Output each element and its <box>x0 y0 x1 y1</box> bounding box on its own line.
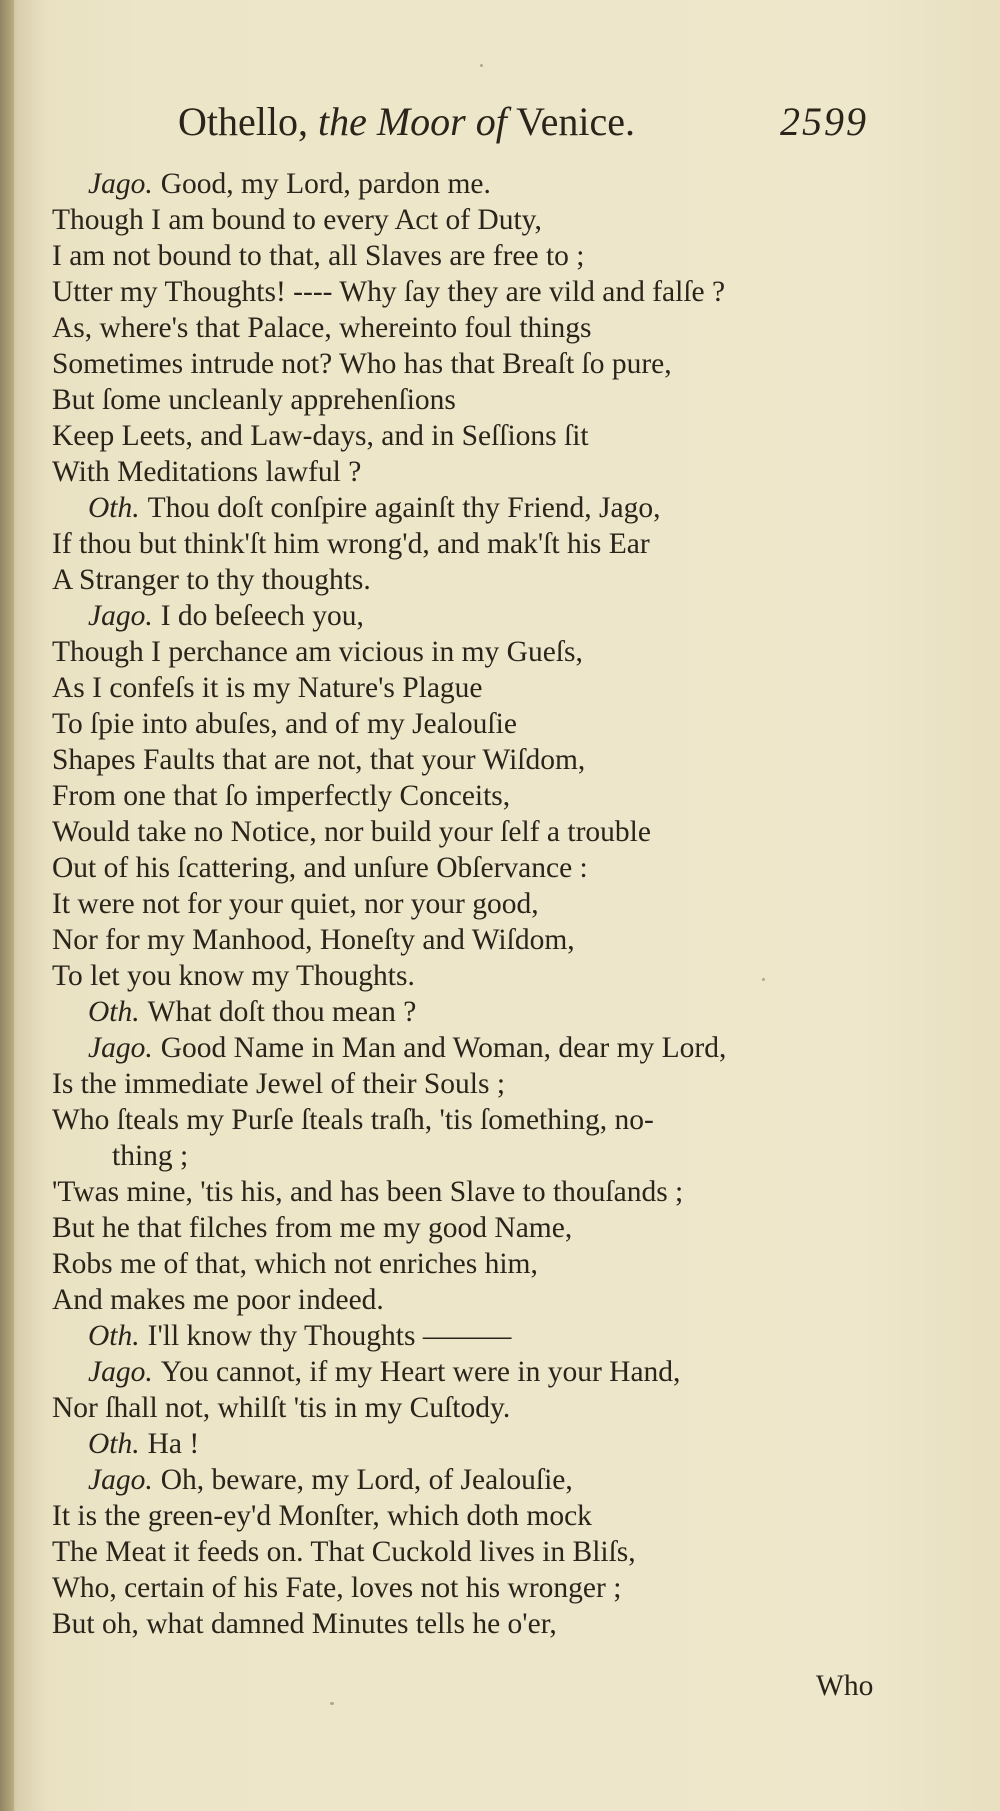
line-text: With Meditations lawful ? <box>52 456 362 488</box>
line-text: thing ; <box>112 1140 189 1172</box>
verse-line <box>52 958 912 994</box>
verse-line <box>52 202 912 238</box>
line-text: Out of his ſcattering, and unſure Obſervance : <box>52 852 588 884</box>
speaker-name: Oth. <box>88 492 140 524</box>
line-text: I do beſeech you, <box>160 600 364 632</box>
catchword: Who <box>816 1670 874 1702</box>
line-text: Oh, beware, my Lord, of Jealouſie, <box>160 1464 573 1496</box>
line-text: Nor ſhall not, whilſt 'tis in my Cuſtody. <box>52 1392 511 1424</box>
verse-line <box>52 526 912 562</box>
line-text: Sometimes intrude not? Who has that Breaſt ſo pure, <box>52 348 672 380</box>
speaker-name: Oth. <box>88 1320 140 1352</box>
verse-line <box>52 706 912 742</box>
verse-line <box>52 454 912 490</box>
verse-line <box>52 346 912 382</box>
line-text: Shapes Faults that are not, that your Wiſdom, <box>52 744 586 776</box>
line-text: And makes me poor indeed. <box>52 1284 384 1316</box>
speaker-name: Oth. <box>88 1428 140 1460</box>
page-number: 2599 <box>780 99 868 144</box>
speech-line <box>52 1462 912 1498</box>
running-header <box>178 92 898 152</box>
paper-speck <box>330 1702 334 1705</box>
line-text: A Stranger to thy thoughts. <box>52 564 371 596</box>
speech-line <box>52 994 912 1030</box>
line-text: What doſt thou mean ? <box>147 996 417 1028</box>
line-text: It is the green-ey'd Monſter, which doth mock <box>52 1500 592 1532</box>
line-text: Ha ! <box>147 1428 200 1460</box>
line-text: Though I perchance am vicious in my Gueſs, <box>52 636 583 668</box>
line-text: But ſome uncleanly apprehenſions <box>52 384 456 416</box>
line-text: The Meat it feeds on. That Cuckold lives in Bliſs, <box>52 1536 636 1568</box>
line-text: You cannot, if my Heart were in your Hand, <box>160 1356 681 1388</box>
verse-line <box>52 1066 912 1102</box>
line-text: Though I am bound to every Aᴄt of Duty, <box>52 204 542 236</box>
verse-line <box>52 562 912 598</box>
line-text: Utter my Thoughts! ---- Why ſay they are vild and falſe ? <box>52 276 726 308</box>
verse-line <box>52 634 912 670</box>
speaker-name: Jago. <box>88 168 153 200</box>
verse-line <box>52 1174 912 1210</box>
line-text: If thou but think'ſt him wrong'd, and mak'ſt his Ear <box>52 528 650 560</box>
verse-line <box>52 670 912 706</box>
line-text: From one that ſo imperfeᴄtly Conceits, <box>52 780 511 812</box>
verse-line <box>52 238 912 274</box>
header-title-moor: the Moor of <box>317 99 507 144</box>
verse-line <box>52 886 912 922</box>
verse-line <box>52 1246 912 1282</box>
verse-line <box>52 814 912 850</box>
speaker-name: Jago. <box>88 600 153 632</box>
line-text: Keep Leets, and Law-days, and in Seſſions ſit <box>52 420 589 452</box>
line-text: I am not bound to that, all Slaves are free to ; <box>52 240 585 272</box>
speech-line <box>52 1318 912 1354</box>
line-text: As I confeſs it is my Nature's Plague <box>52 672 483 704</box>
speech-line <box>52 490 912 526</box>
page-spine-shadow <box>0 0 14 1811</box>
paper-speck <box>480 64 483 67</box>
header-title-venice: Venice. <box>516 99 635 144</box>
speech-line <box>52 1426 912 1462</box>
speaker-name: Jago. <box>88 1464 153 1496</box>
verse-line <box>52 1102 912 1138</box>
speaker-name: Jago. <box>88 1032 153 1064</box>
line-text: Good, my Lord, pardon me. <box>160 168 491 200</box>
line-text: Thou doſt conſpire againſt thy Friend, Jago, <box>147 492 661 524</box>
line-text: Is the immediate Jewel of their Souls ; <box>52 1068 506 1100</box>
verse-line <box>52 1138 912 1174</box>
verse-line <box>52 1390 912 1426</box>
speech-line <box>52 598 912 634</box>
line-text: I'll know thy Thoughts ——— <box>147 1320 512 1352</box>
speaker-name: Oth. <box>88 996 140 1028</box>
line-text: Good Name in Man and Woman, dear my Lord, <box>160 1032 727 1064</box>
line-text: But oh, what damned Minutes tells he o'er, <box>52 1608 557 1640</box>
verse-line <box>52 1570 912 1606</box>
header-title-othello: Othello, <box>178 99 308 144</box>
line-text: But he that filches from me my good Name, <box>52 1212 573 1244</box>
paper-speck <box>762 978 765 981</box>
speech-line <box>52 1354 912 1390</box>
verse-line <box>52 778 912 814</box>
line-text: 'Twas mine, 'tis his, and has been Slave to thouſands ; <box>52 1176 684 1208</box>
line-text: Would take no Notice, nor build your ſelf a trouble <box>52 816 651 848</box>
speech-line <box>52 1030 912 1066</box>
verse-line <box>52 1534 912 1570</box>
line-text: It were not for your quiet, nor your good, <box>52 888 539 920</box>
line-text: To let you know my Thoughts. <box>52 960 415 992</box>
line-text: Who, certain of his Fate, loves not his wronger ; <box>52 1572 622 1604</box>
verse-line <box>52 1606 912 1642</box>
verse-line <box>52 274 912 310</box>
speaker-name: Jago. <box>88 1356 153 1388</box>
line-text: To ſpie into abuſes, and of my Jealouſie <box>52 708 517 740</box>
line-text: As, where's that Palace, whereinto foul things <box>52 312 592 344</box>
verse-line <box>52 850 912 886</box>
verse-line <box>52 310 912 346</box>
verse-line <box>52 742 912 778</box>
verse-line <box>52 1210 912 1246</box>
verse-line <box>52 922 912 958</box>
line-text: Nor for my Manhood, Honeſty and Wiſdom, <box>52 924 575 956</box>
verse-line <box>52 1282 912 1318</box>
line-text: Who ſteals my Purſe ſteals traſh, 'tis ſomething, no- <box>52 1104 654 1136</box>
verse-line <box>52 382 912 418</box>
speech-line <box>52 166 912 202</box>
verse-line <box>52 418 912 454</box>
play-text <box>52 166 912 1642</box>
verse-line <box>52 1498 912 1534</box>
line-text: Robs me of that, which not enriches him, <box>52 1248 538 1280</box>
